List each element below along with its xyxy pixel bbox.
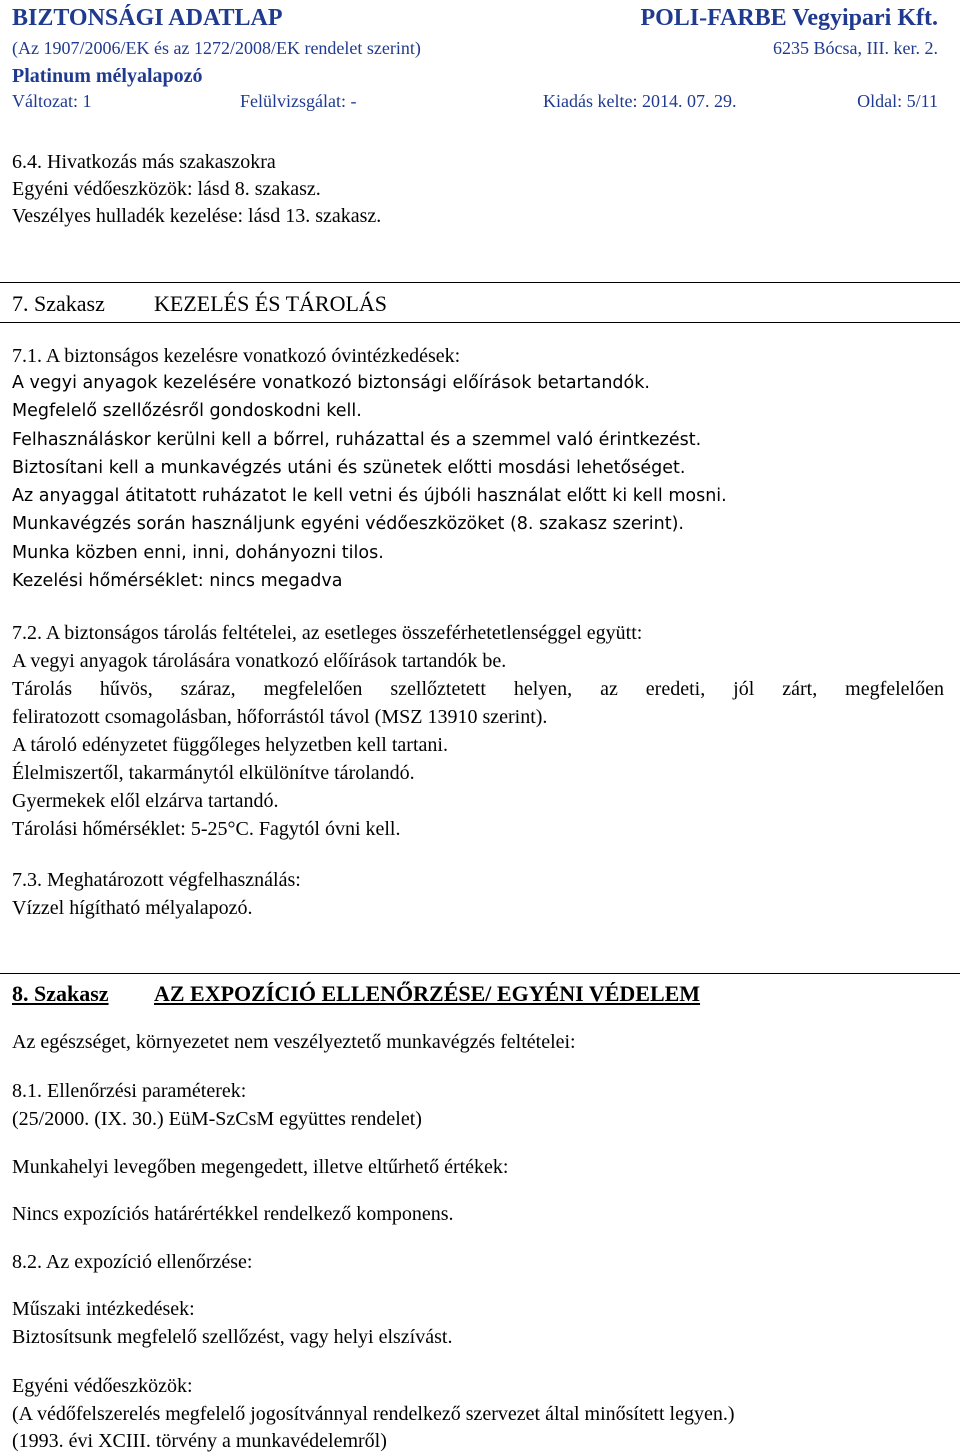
s64-heading: 6.4. Hivatkozás más szakaszokra xyxy=(12,151,276,173)
s72-line-5: Élelmiszertől, takarmánytól elkülönítve tárolandó. xyxy=(12,762,415,784)
s71-line: Az anyaggal átitatott ruházatot le kell vetni és újbóli használat előtt ki kell mosni. xyxy=(12,486,727,506)
header-row-1 xyxy=(12,4,938,32)
version: Változat: 1 xyxy=(12,91,92,111)
section-8-heading: AZ EXPOZÍCIÓ ELLENŐRZÉSE/ EGYÉNI VÉDELEM xyxy=(154,981,701,1006)
s81-line-1: (25/2000. (IX. 30.) EüM-SzCsM együttes rendelet) xyxy=(12,1108,422,1130)
s72-line-1: A vegyi anyagok tárolására vonatkozó előírások tartandók be. xyxy=(12,650,507,672)
s71-line: Biztosítani kell a munkavégzés utáni és szünetek előtti mosdási lehetőséget. xyxy=(12,458,686,478)
s72-line-2: Tárolás hűvös, száraz, megfelelően szellőztetett helyen, az eredeti, jól zárt, megfelelően xyxy=(12,678,944,700)
s82-tech-line: Biztosítsunk megfelelő szellőzést, vagy helyi elszívást. xyxy=(12,1326,453,1348)
s82-ppe-label: Egyéni védőeszközök: xyxy=(12,1375,193,1397)
s71-line: Munkavégzés során használjunk egyéni védőeszközöket (8. szakasz szerint). xyxy=(12,514,684,534)
company-address: 6235 Bócsa, III. ker. 2. xyxy=(773,38,938,58)
section-8-top-rule xyxy=(0,973,960,974)
s82-ppe-line-2: (1993. évi XCIII. törvény a munkavédelemről) xyxy=(12,1430,387,1452)
section-8-number: 8. Szakasz xyxy=(12,981,109,1006)
s82-heading: 8.2. Az expozíció ellenőrzése: xyxy=(12,1251,253,1273)
section-7-top-rule xyxy=(0,282,960,283)
s73-line-1: Vízzel hígítható mélyalapozó. xyxy=(12,897,253,919)
s71-line: Munka közben enni, inni, dohányozni tilos. xyxy=(12,543,384,563)
s72-line-4: A tároló edényzetet függőleges helyzetben kell tartani. xyxy=(12,734,448,756)
s71-line: Megfelelő szellőzésről gondoskodni kell. xyxy=(12,401,362,421)
s71-line: Kezelési hőmérséklet: nincs megadva xyxy=(12,571,343,591)
issue-date: Kiadás kelte: 2014. 07. 29. xyxy=(543,91,737,111)
s73-heading: 7.3. Meghatározott végfelhasználás: xyxy=(12,869,301,891)
s81-heading: 8.1. Ellenőrzési paraméterek: xyxy=(12,1080,247,1102)
document-title: BIZTONSÁGI ADATLAP xyxy=(12,5,283,31)
regulation-reference: (Az 1907/2006/EK és az 1272/2008/EK rendelet szerint) xyxy=(12,38,421,58)
section-7-heading: KEZELÉS ÉS TÁROLÁS xyxy=(154,291,388,316)
s82-tech-label: Műszaki intézkedések: xyxy=(12,1298,195,1320)
s72-line-7: Tárolási hőmérséklet: 5-25°C. Fagytól óvni kell. xyxy=(12,818,401,840)
s72-line-3: feliratozott csomagolásban, hőforrástól távol (MSZ 13910 szerint). xyxy=(12,706,548,728)
section-7-number: 7. Szakasz xyxy=(12,291,105,316)
product-name: Platinum mélyalapozó xyxy=(12,65,203,87)
section-8-title xyxy=(12,981,700,1007)
s71-line: Felhasználáskor kerülni kell a bőrrel, ruházattal és a szemmel való érintkezést. xyxy=(12,430,702,450)
s72-heading: 7.2. A biztonságos tárolás feltételei, az esetleges összeférhetetlenséggel együtt: xyxy=(12,622,643,644)
s81-line-3: Nincs expozíciós határértékkel rendelkező komponens. xyxy=(12,1203,454,1225)
section-7-bottom-rule xyxy=(0,322,960,323)
company-name: POLI-FARBE Vegyipari Kft. xyxy=(640,5,938,31)
s72-line-6: Gyermekek elől elzárva tartandó. xyxy=(12,790,279,812)
header-row-4 xyxy=(12,90,938,112)
s81-line-2: Munkahelyi levegőben megengedett, illetve eltűrhető értékek: xyxy=(12,1156,509,1178)
s71-line: A vegyi anyagok kezelésére vonatkozó biztonsági előírások betartandók. xyxy=(12,373,650,393)
header-row-3 xyxy=(12,64,938,88)
s8-intro: Az egészséget, környezetet nem veszélyeztető munkavégzés feltételei: xyxy=(12,1031,576,1053)
s71-heading: 7.1. A biztonságos kezelésre vonatkozó óvintézkedések: xyxy=(12,345,461,367)
s64-line-2: Veszélyes hulladék kezelése: lásd 13. szakasz. xyxy=(12,205,382,227)
section-7-title xyxy=(12,291,387,317)
revision: Felülvizsgálat: - xyxy=(240,91,357,111)
page-number: Oldal: 5/11 xyxy=(857,91,938,111)
s82-ppe-line-1: (A védőfelszerelés megfelelő jogosítvánnyal rendelkező szervezet által minősített legyen.) xyxy=(12,1403,735,1425)
s64-line-1: Egyéni védőeszközök: lásd 8. szakasz. xyxy=(12,178,321,200)
header-row-2 xyxy=(12,37,938,59)
